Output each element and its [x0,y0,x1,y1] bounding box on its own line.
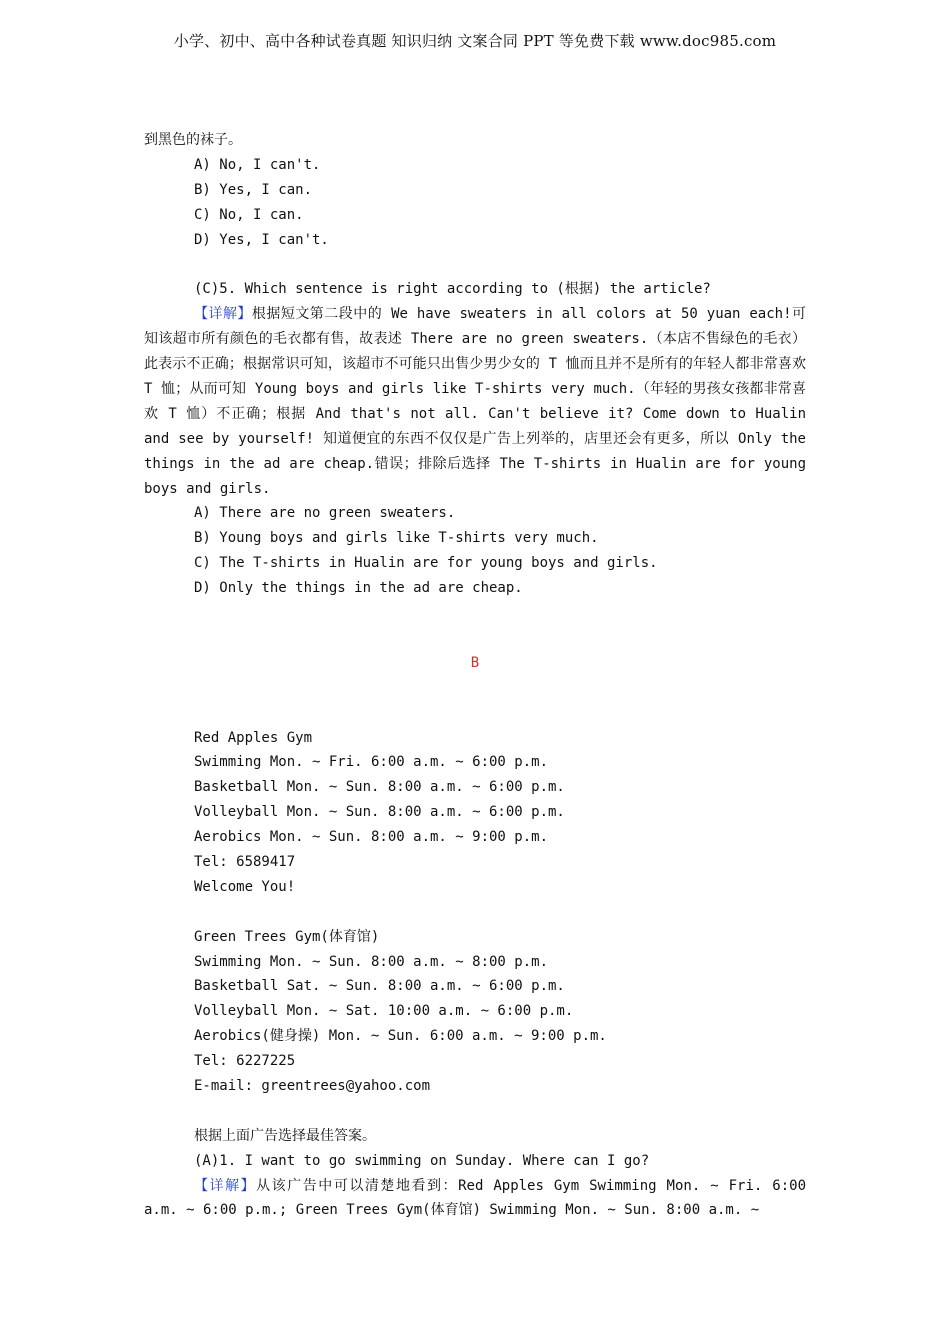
q5-detail-tag: 【详解】 [194,306,252,323]
green-trees-basketball: Basketball Sat. ~ Sun. 8:00 a.m. ~ 6:00 p.m. [194,978,565,995]
q4-option-b: B) Yes, I can. [194,181,313,198]
part-b-instruction: 根据上面广告选择最佳答案。 [194,1127,376,1144]
red-apples-volleyball: Volleyball Mon. ~ Sun. 8:00 a.m. ~ 6:00 p.m. [194,804,565,821]
green-trees-title: Green Trees Gym(体育馆) [194,928,380,945]
q4-option-a: A) No, I can't. [194,156,321,173]
section-b-label: B [470,654,480,671]
part-b-q1-detail-tag: 【详解】 [194,1177,257,1194]
green-trees-aerobics: Aerobics(健身操) Mon. ~ Sun. 6:00 a.m. ~ 9:00 p.m. [194,1028,607,1045]
page-header: 小学、初中、高中各种试卷真题 知识归纳 文案合同 PPT 等免费下载 www.doc985.com [173,32,777,50]
part-b-q1-explanation: 从该广告中可以清楚地看到：Red Apples Gym Swimming Mon. ~ Fri. 6:00 a.m. ~ 6:00 p.m.; Green Trees Gym(体育馆) Swimming Mon. ~ Sun. 8:00 a.m. ~ [144,1177,806,1219]
q5-option-c: C) The T-shirts in Hualin are for young boys and girls. [194,555,658,572]
red-apples-swimming: Swimming Mon. ~ Fri. 6:00 a.m. ~ 6:00 p.m. [194,754,549,771]
q5-option-d: D) Only the things in the ad are cheap. [194,580,523,597]
green-trees-swimming: Swimming Mon. ~ Sun. 8:00 a.m. ~ 8:00 p.m. [194,953,549,970]
q5-explanation: 根据短文第二段中的 We have sweaters in all colors at 50 yuan each!可知该超市所有颜色的毛衣都有售，故表述 There are no green sweaters.（本店不售绿色的毛衣）此表示不正确；根据常识可知，该超市不可能只出售少男少女的 T 恤而且并不是所有的年轻人都非常喜欢 T 恤；从而可知 Young boys and girls like T-shirts very much.（年轻的男孩女孩都非常喜欢 T 恤）不正确；根据 And that's not all. Can't believe it? Come down to Hualin and see by yourself! 知道便宜的东西不仅仅是广告上列举的，店里还会有更多，所以 Only the things in the ad are cheap.错误；排除后选择 The T-shirts in Hualin are for young boys and girls. [144,306,807,497]
red-apples-basketball: Basketball Mon. ~ Sun. 8:00 a.m. ~ 6:00 p.m. [194,779,565,796]
green-trees-tel: Tel: 6227225 [194,1053,296,1070]
q5-option-b: B) Young boys and girls like T-shirts very much. [194,530,599,547]
red-apples-welcome: Welcome You! [194,878,296,895]
part-b-question-1: (A)1. I want to go swimming on Sunday. Where can I go? [194,1152,650,1169]
q5-question: (C)5. Which sentence is right according to (根据) the article? [194,281,711,298]
red-apples-title: Red Apples Gym [194,729,313,746]
q4-tail: 到黑色的袜子。 [144,132,242,148]
q4-option-c: C) No, I can. [194,206,304,223]
red-apples-aerobics: Aerobics Mon. ~ Sun. 8:00 a.m. ~ 9:00 p.m. [194,829,549,846]
q5-option-a: A) There are no green sweaters. [194,505,456,522]
q4-option-d: D) Yes, I can't. [194,231,329,248]
red-apples-tel: Tel: 6589417 [194,853,296,870]
green-trees-email: E-mail: greentrees@yahoo.com [194,1077,431,1094]
part-b-q1-explanation-paragraph [144,1174,806,1224]
q5-explanation-paragraph [144,302,806,501]
document-body [144,128,806,1223]
green-trees-volleyball: Volleyball Mon. ~ Sat. 10:00 a.m. ~ 6:00 p.m. [194,1003,574,1020]
